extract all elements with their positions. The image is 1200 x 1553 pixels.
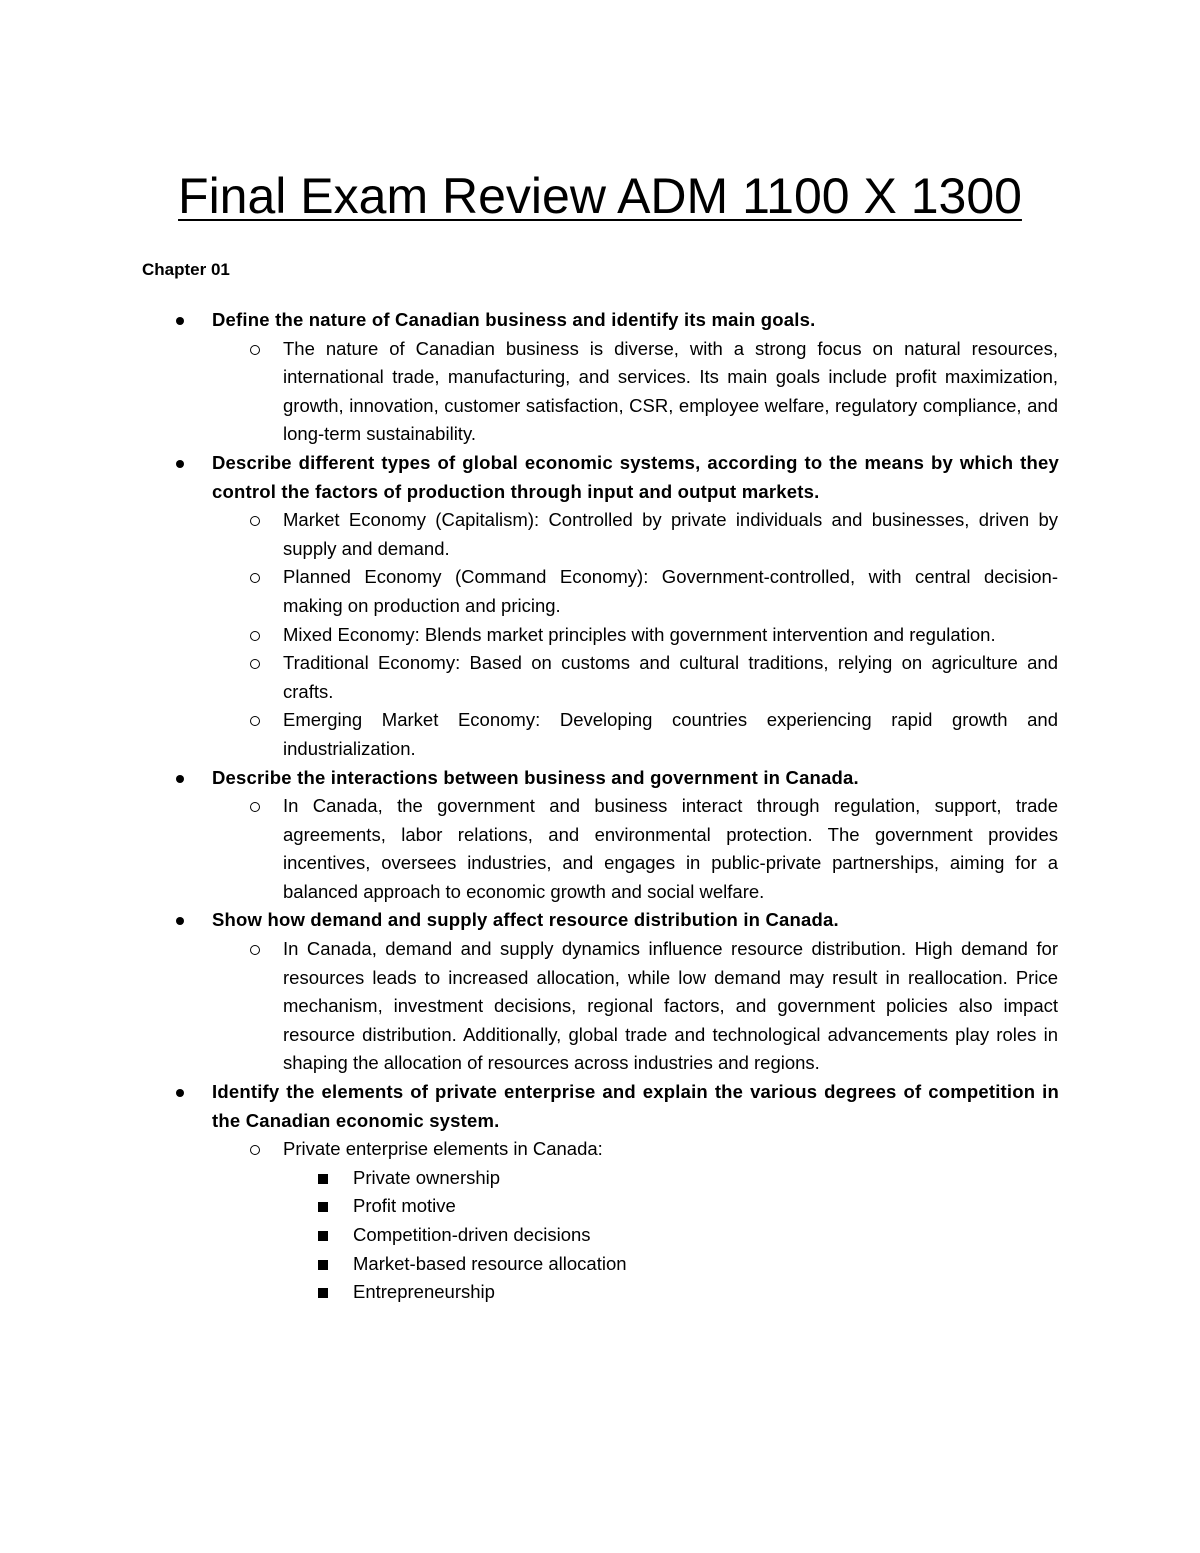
section-point (283, 1135, 1058, 1164)
section-point-text: Market Economy (Capitalism): Controlled by private individuals and businesses, driven by supply and demand. (283, 509, 1058, 559)
section-subpoint-text: Entrepreneurship (353, 1281, 495, 1303)
section-point-text: Mixed Economy: Blends market principles with government intervention and regulation. (283, 623, 996, 645)
section-subpoint-text: Competition-driven decisions (353, 1224, 591, 1245)
filled-circle-bullet-icon (176, 1089, 184, 1097)
section-point-text: Traditional Economy: Based on customs and cultural traditions, relying on agriculture and crafts. (283, 652, 1058, 702)
filled-square-bullet-icon (318, 1202, 328, 1212)
filled-square-bullet-icon (318, 1260, 328, 1270)
chapter-heading: Chapter 01 (142, 260, 230, 279)
section-heading-text: Show how demand and supply affect resource distribution in Canada. (212, 909, 839, 931)
hollow-circle-bullet-icon (250, 516, 260, 526)
section-point (283, 621, 1058, 650)
section-point-text: Planned Economy (Command Economy): Government-controlled, with central decision-making on production and pricing. (283, 566, 1058, 616)
section-heading (212, 764, 1059, 793)
chapter-content (0, 306, 1200, 1307)
section-heading (212, 449, 1059, 506)
hollow-circle-bullet-icon (250, 716, 260, 726)
section-point (283, 649, 1058, 706)
hollow-circle-bullet-icon (250, 945, 260, 955)
document-title: Final Exam Review ADM 1100 X 1300 (178, 168, 1022, 224)
section-subpoint (353, 1278, 1058, 1307)
section-subpoint (353, 1221, 1058, 1250)
filled-circle-bullet-icon (176, 917, 184, 925)
filled-square-bullet-icon (318, 1288, 328, 1298)
filled-square-bullet-icon (318, 1174, 328, 1184)
section-subpoint (353, 1250, 1058, 1279)
hollow-circle-bullet-icon (250, 1145, 260, 1155)
hollow-circle-bullet-icon (250, 573, 260, 583)
section-point-text: In Canada, demand and supply dynamics influence resource distribution. High demand for resources leads to increased allocation, while low demand may result in reallocation. Price mechanism, investment decisions, regional factors, and government policies also impact resource distribution. Additionally, global trade and technological advancements play roles in shaping the allocation of resources across industries and regions. (283, 938, 1058, 1074)
hollow-circle-bullet-icon (250, 659, 260, 669)
section-heading-text: Describe different types of global economic systems, according to the means by which they control the factors of production through input and output markets. (212, 451, 1059, 502)
section-point (283, 335, 1058, 449)
section-heading-text: Describe the interactions between business and government in Canada. (212, 766, 859, 788)
section-point (283, 563, 1058, 620)
section-subpoint-text: Market-based resource allocation (353, 1252, 627, 1274)
section-heading (212, 1078, 1059, 1135)
section-heading (212, 306, 1059, 335)
section-point (283, 706, 1058, 763)
hollow-circle-bullet-icon (250, 631, 260, 641)
filled-square-bullet-icon (318, 1231, 328, 1241)
filled-circle-bullet-icon (176, 317, 184, 325)
section-subpoint-text: Profit motive (353, 1195, 456, 1217)
section-point-text: The nature of Canadian business is diverse, with a strong focus on natural resources, international trade, manufacturing, and services. Its main goals include profit maximization, growth, innovation, customer satisfaction, CSR, employee welfare, regulatory compliance, and long-term sustainability. (283, 337, 1058, 445)
section-subpoint-text: Private ownership (353, 1166, 501, 1188)
section-point (283, 935, 1058, 1078)
filled-circle-bullet-icon (176, 775, 184, 783)
section-heading-text: Define the nature of Canadian business and identify its main goals. (212, 309, 816, 330)
section-point-text: Emerging Market Economy: Developing countries experiencing rapid growth and industrialization. (283, 709, 1058, 759)
section-subpoint (353, 1192, 1058, 1221)
section-point-text: In Canada, the government and business interact through regulation, support, trade agreements, labor relations, and environmental protection. The government provides incentives, oversees industries, and engages in public-private partnerships, aiming for a balanced approach to economic growth and social welfare. (283, 795, 1058, 902)
section-heading-text: Identify the elements of private enterprise and explain the various degrees of competition in the Canadian economic system. (212, 1081, 1059, 1131)
section-point (283, 506, 1058, 563)
hollow-circle-bullet-icon (250, 345, 260, 355)
section-point-text: Private enterprise elements in Canada: (283, 1138, 603, 1160)
filled-circle-bullet-icon (176, 460, 184, 468)
section-subpoint (353, 1164, 1058, 1193)
hollow-circle-bullet-icon (250, 802, 260, 812)
section-point (283, 792, 1058, 906)
section-heading (212, 906, 1059, 935)
